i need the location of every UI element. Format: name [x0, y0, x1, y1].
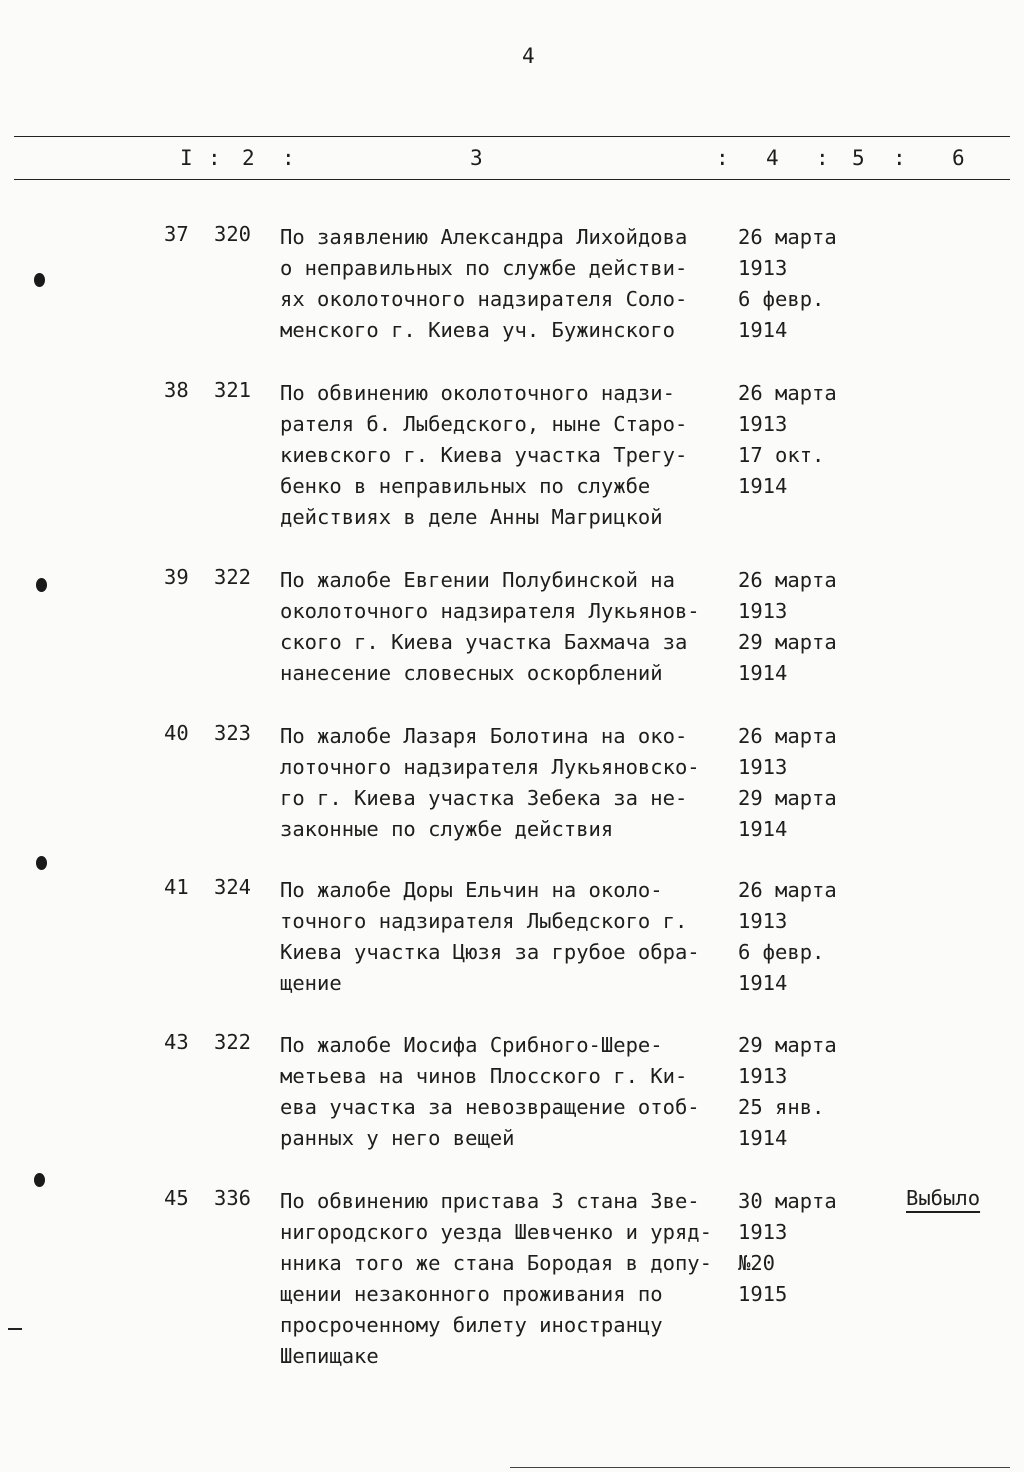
- description-line: нника того же стана Бородая в допу-: [280, 1251, 712, 1275]
- end-date: 25 янв.: [738, 1095, 825, 1119]
- description-line: По заявлению Александра Лихойдова: [280, 225, 688, 249]
- header-sep: :: [208, 146, 221, 170]
- description-line: действиях в деле Анны Магрицкой: [280, 505, 663, 529]
- description-line: По жалобе Евгении Полубинской на: [280, 568, 675, 592]
- inventory-number: 324: [214, 875, 252, 899]
- header-sep: :: [282, 146, 295, 170]
- header-col-3: 3: [470, 146, 483, 170]
- start-date: 26 марта: [738, 225, 837, 249]
- header-top-rule: [14, 136, 1010, 137]
- entry-number: 37: [164, 222, 189, 246]
- start-date: 26 марта: [738, 381, 837, 405]
- entry-dates: [738, 1186, 837, 1310]
- description-line: По обвинению пристава 3 стана Зве-: [280, 1189, 700, 1213]
- entry-number: 39: [164, 565, 189, 589]
- description-line: киевского г. Киева участка Трегу-: [280, 443, 688, 467]
- description-line: По жалобе Доры Ельчин на около-: [280, 878, 663, 902]
- description-line: щении незаконного проживания по: [280, 1282, 663, 1306]
- description-line: ях околоточного надзирателя Соло-: [280, 287, 688, 311]
- header-col-1: I: [180, 146, 193, 170]
- entry-number: 40: [164, 721, 189, 745]
- document-number: №20: [738, 1251, 776, 1275]
- start-year: 1913: [738, 909, 788, 933]
- description-line: просроченному билету иностранцу: [280, 1313, 663, 1337]
- description-line: нанесение словесных оскорблений: [280, 661, 663, 685]
- entry-dates: [738, 1030, 837, 1154]
- end-year: 1914: [738, 318, 788, 342]
- entry-dates: [738, 378, 837, 502]
- header-col-6: 6: [952, 146, 965, 170]
- header-sep: :: [893, 146, 906, 170]
- description-line: точного надзирателя Лыбедского г.: [280, 909, 688, 933]
- entry-number: 45: [164, 1186, 189, 1210]
- entry-description: [280, 721, 720, 845]
- start-date: 30 марта: [738, 1189, 837, 1213]
- header-sep: :: [816, 146, 829, 170]
- description-line: ранных у него вещей: [280, 1126, 515, 1150]
- header-bottom-rule: [14, 179, 1010, 180]
- description-line: По жалобе Лазаря Болотина на око-: [280, 724, 688, 748]
- start-year: 1913: [738, 599, 788, 623]
- entry-description: [280, 222, 720, 346]
- end-year: 1914: [738, 971, 788, 995]
- description-line: околоточного надзирателя Лукьянов-: [280, 599, 700, 623]
- end-date: 6 февр.: [738, 287, 825, 311]
- entry-dates: [738, 721, 837, 845]
- description-line: законные по службе действия: [280, 817, 614, 841]
- inventory-number: 322: [214, 1030, 252, 1054]
- start-date: 26 марта: [738, 878, 837, 902]
- inventory-number: 320: [214, 222, 252, 246]
- description-line: По жалобе Иосифа Срибного-Шере-: [280, 1033, 663, 1057]
- header-col-2: 2: [242, 146, 255, 170]
- start-year: 1913: [738, 412, 788, 436]
- start-year: 1913: [738, 1220, 788, 1244]
- start-year: 1913: [738, 755, 788, 779]
- entry-dates: [738, 222, 837, 346]
- footer-rule: [510, 1467, 1010, 1468]
- inventory-number: 336: [214, 1186, 252, 1210]
- description-line: го г. Киева участка Зебека за не-: [280, 786, 688, 810]
- end-date: 29 марта: [738, 630, 837, 654]
- end-year: 1914: [738, 1126, 788, 1150]
- punch-hole-mark: [36, 856, 47, 870]
- description-line: о неправильных по службе действи-: [280, 256, 688, 280]
- entry-description: [280, 1030, 720, 1154]
- start-date: 29 марта: [738, 1033, 837, 1057]
- entry-number: 41: [164, 875, 189, 899]
- description-line: Шепищаке: [280, 1344, 379, 1368]
- punch-hole-mark: [34, 1173, 45, 1187]
- description-line: щение: [280, 971, 342, 995]
- end-date: 17 окт.: [738, 443, 825, 467]
- header-col-5: 5: [852, 146, 865, 170]
- entry-description: [280, 565, 720, 689]
- description-line: По обвинению околоточного надзи-: [280, 381, 675, 405]
- inventory-number: 321: [214, 378, 252, 402]
- end-year: 1914: [738, 661, 788, 685]
- end-year: 1914: [738, 474, 788, 498]
- entry-description: [280, 875, 720, 999]
- page-number: 4: [522, 44, 535, 68]
- entry-dates: [738, 875, 837, 999]
- description-line: метьева на чинов Плосского г. Ки-: [280, 1064, 688, 1088]
- header-col-4: 4: [766, 146, 779, 170]
- header-sep: :: [716, 146, 729, 170]
- description-line: ева участка за невозвращение отоб-: [280, 1095, 700, 1119]
- description-line: Киева участка Цюзя за грубое обра-: [280, 940, 700, 964]
- punch-hole-mark: [34, 273, 45, 287]
- description-line: рателя б. Лыбедского, ныне Старо-: [280, 412, 688, 436]
- description-line: нигородского уезда Шевченко и уряд-: [280, 1220, 712, 1244]
- entry-note: Выбыло: [906, 1186, 981, 1210]
- start-date: 26 марта: [738, 724, 837, 748]
- description-line: ского г. Киева участка Бахмача за: [280, 630, 688, 654]
- end-year: 1914: [738, 817, 788, 841]
- entry-number: 38: [164, 378, 189, 402]
- start-year: 1913: [738, 1064, 788, 1088]
- end-year: 1915: [738, 1282, 788, 1306]
- margin-dash-mark: [8, 1328, 22, 1330]
- end-date: 6 февр.: [738, 940, 825, 964]
- start-year: 1913: [738, 256, 788, 280]
- description-line: лоточного надзирателя Лукьяновско-: [280, 755, 700, 779]
- inventory-number: 323: [214, 721, 252, 745]
- entry-dates: [738, 565, 837, 689]
- description-line: менского г. Киева уч. Бужинского: [280, 318, 675, 342]
- punch-hole-mark: [36, 578, 47, 592]
- start-date: 26 марта: [738, 568, 837, 592]
- description-line: бенко в неправильных по службе: [280, 474, 651, 498]
- end-date: 29 марта: [738, 786, 837, 810]
- inventory-number: 322: [214, 565, 252, 589]
- entry-description: [280, 1186, 720, 1372]
- entry-description: [280, 378, 720, 533]
- entry-number: 43: [164, 1030, 189, 1054]
